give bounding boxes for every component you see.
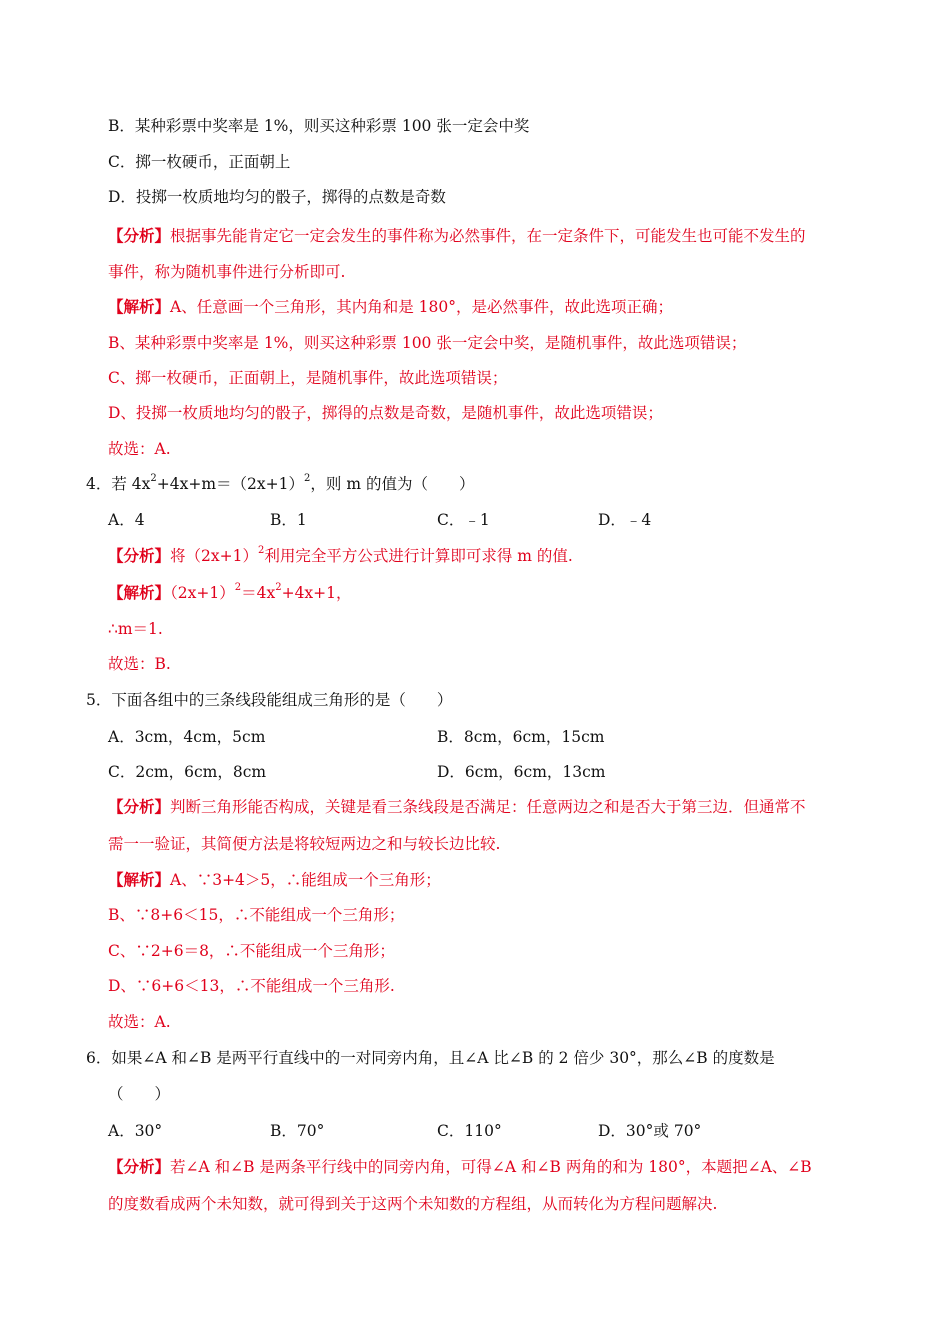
solution-tag: 【解析】: [108, 297, 171, 316]
q4-sol-sup1: 2: [234, 581, 242, 593]
q4-sol-mid: ＝4x: [241, 584, 276, 602]
analysis-tag: 【分析】: [108, 1157, 171, 1176]
q4-analysis-pre: 将（2x+1）: [170, 547, 258, 565]
q4-option-c: C．﹣1: [437, 511, 490, 529]
q5-option-b: B．8cm，6cm，15cm: [437, 728, 605, 746]
q4-option-b: B．1: [270, 511, 307, 529]
q6-stem-line2: （ ）: [108, 1085, 171, 1103]
analysis-text: 根据事先能肯定它一定会发生的事件称为必然事件，在一定条件下，可能发生也可能不发生的: [170, 227, 806, 245]
q4-stem-mid: +4x+m＝（2x+1）: [156, 475, 305, 493]
q4-solution-line2: ∴m＝1.: [108, 620, 163, 638]
q3-solution-b: B、某种彩票中奖率是 1%，则买这种彩票 100 张一定会中奖，是随机事件，故此选项错误；: [108, 334, 747, 352]
q5-analysis-line1: [108, 797, 806, 817]
q6-stem-line1: 6．如果∠A 和∠B 是两平行直线中的一对同旁内角，且∠A 比∠B 的 2 倍少 30°，那么∠B 的度数是: [86, 1049, 775, 1067]
q4-sol-post: +4x+1，: [281, 584, 352, 602]
q3-option-b: B．某种彩票中奖率是 1%，则买这种彩票 100 张一定会中奖: [108, 117, 530, 135]
analysis-tag: 【分析】: [108, 546, 171, 565]
q6-option-b: B．70°: [270, 1122, 325, 1140]
q5-option-a: A．3cm，4cm，5cm: [108, 728, 266, 746]
q4-sol-sup2: 2: [275, 581, 282, 593]
q4-number: 4．: [86, 475, 112, 493]
q5-solution-b: B、∵8+6＜15，∴不能组成一个三角形；: [108, 906, 405, 924]
q4-stem: [86, 474, 474, 494]
q4-analysis: [108, 546, 573, 566]
q5-solution-d: D、∵6+6＜13，∴不能组成一个三角形.: [108, 977, 395, 995]
q4-option-a: A．4: [108, 511, 145, 529]
q6-option-c: C．110°: [437, 1122, 502, 1140]
q6-option-d: D．30°或 70°: [598, 1122, 702, 1140]
q5-stem: 5．下面各组中的三条线段能组成三角形的是（ ）: [86, 691, 453, 709]
solution-tag: 【解析】: [108, 583, 171, 602]
analysis-text: 若∠A 和∠B 是两条平行线中的同旁内角，可得∠A 和∠B 两角的和为 180°，本题把∠A、∠B: [170, 1158, 812, 1176]
analysis-tag: 【分析】: [108, 797, 171, 816]
solution-tag: 【解析】: [108, 870, 171, 889]
analysis-tag: 【分析】: [108, 226, 171, 245]
q4-stem-post: ，则 m 的值为（ ）: [310, 475, 475, 493]
q4-sup1: 2: [150, 472, 157, 484]
q3-option-d: D．投掷一枚质地均匀的骰子，掷得的点数是奇数: [108, 188, 446, 206]
q4-analysis-sup: 2: [257, 544, 265, 556]
q5-answer: 故选：A.: [108, 1013, 171, 1031]
q4-answer: 故选：B.: [108, 655, 171, 673]
q4-sup2: 2: [304, 472, 311, 484]
q3-solution-a: [108, 297, 673, 317]
solution-text: A、任意画一个三角形，其内角和是 180°，是必然事件，故此选项正确；: [170, 298, 673, 316]
q4-solution: [108, 583, 352, 603]
q3-answer: 故选：A.: [108, 440, 171, 458]
q3-analysis-line1: [108, 226, 806, 246]
q5-analysis-line2: 需一一验证，其简便方法是将较短两边之和与较长边比较.: [108, 835, 501, 853]
q5-solution-c: C、∵2+6＝8，∴不能组成一个三角形；: [108, 942, 395, 960]
q3-solution-c: C、掷一枚硬币，正面朝上，是随机事件，故此选项错误；: [108, 369, 508, 387]
q6-analysis-line1: [108, 1157, 812, 1177]
solution-text: A、∵3+4＞5，∴能组成一个三角形；: [170, 871, 441, 889]
q3-solution-d: D、投掷一枚质地均匀的骰子，掷得的点数是奇数，是随机事件，故此选项错误；: [108, 404, 663, 422]
q3-option-c: C．掷一枚硬币，正面朝上: [108, 153, 291, 171]
q4-sol-pre: （2x+1）: [170, 584, 235, 602]
analysis-text: 判断三角形能否构成，关键是看三条线段是否满足：任意两边之和是否大于第三边．但通常不: [170, 798, 806, 816]
q5-option-c: C．2cm，6cm，8cm: [108, 763, 267, 781]
q5-solution-a: [108, 870, 441, 890]
q6-option-a: A．30°: [108, 1122, 163, 1140]
q4-stem-pre: 若 4x: [111, 475, 151, 493]
q3-analysis-line2: 事件，称为随机事件进行分析即可.: [108, 263, 346, 281]
q5-option-d: D．6cm，6cm，13cm: [437, 763, 606, 781]
q4-option-d: D．﹣4: [598, 511, 652, 529]
q4-analysis-post: 利用完全平方公式进行计算即可求得 m 的值.: [264, 547, 573, 565]
q6-analysis-line2: 的度数看成两个未知数，就可得到关于这两个未知数的方程组，从而转化为方程问题解决.: [108, 1195, 718, 1213]
